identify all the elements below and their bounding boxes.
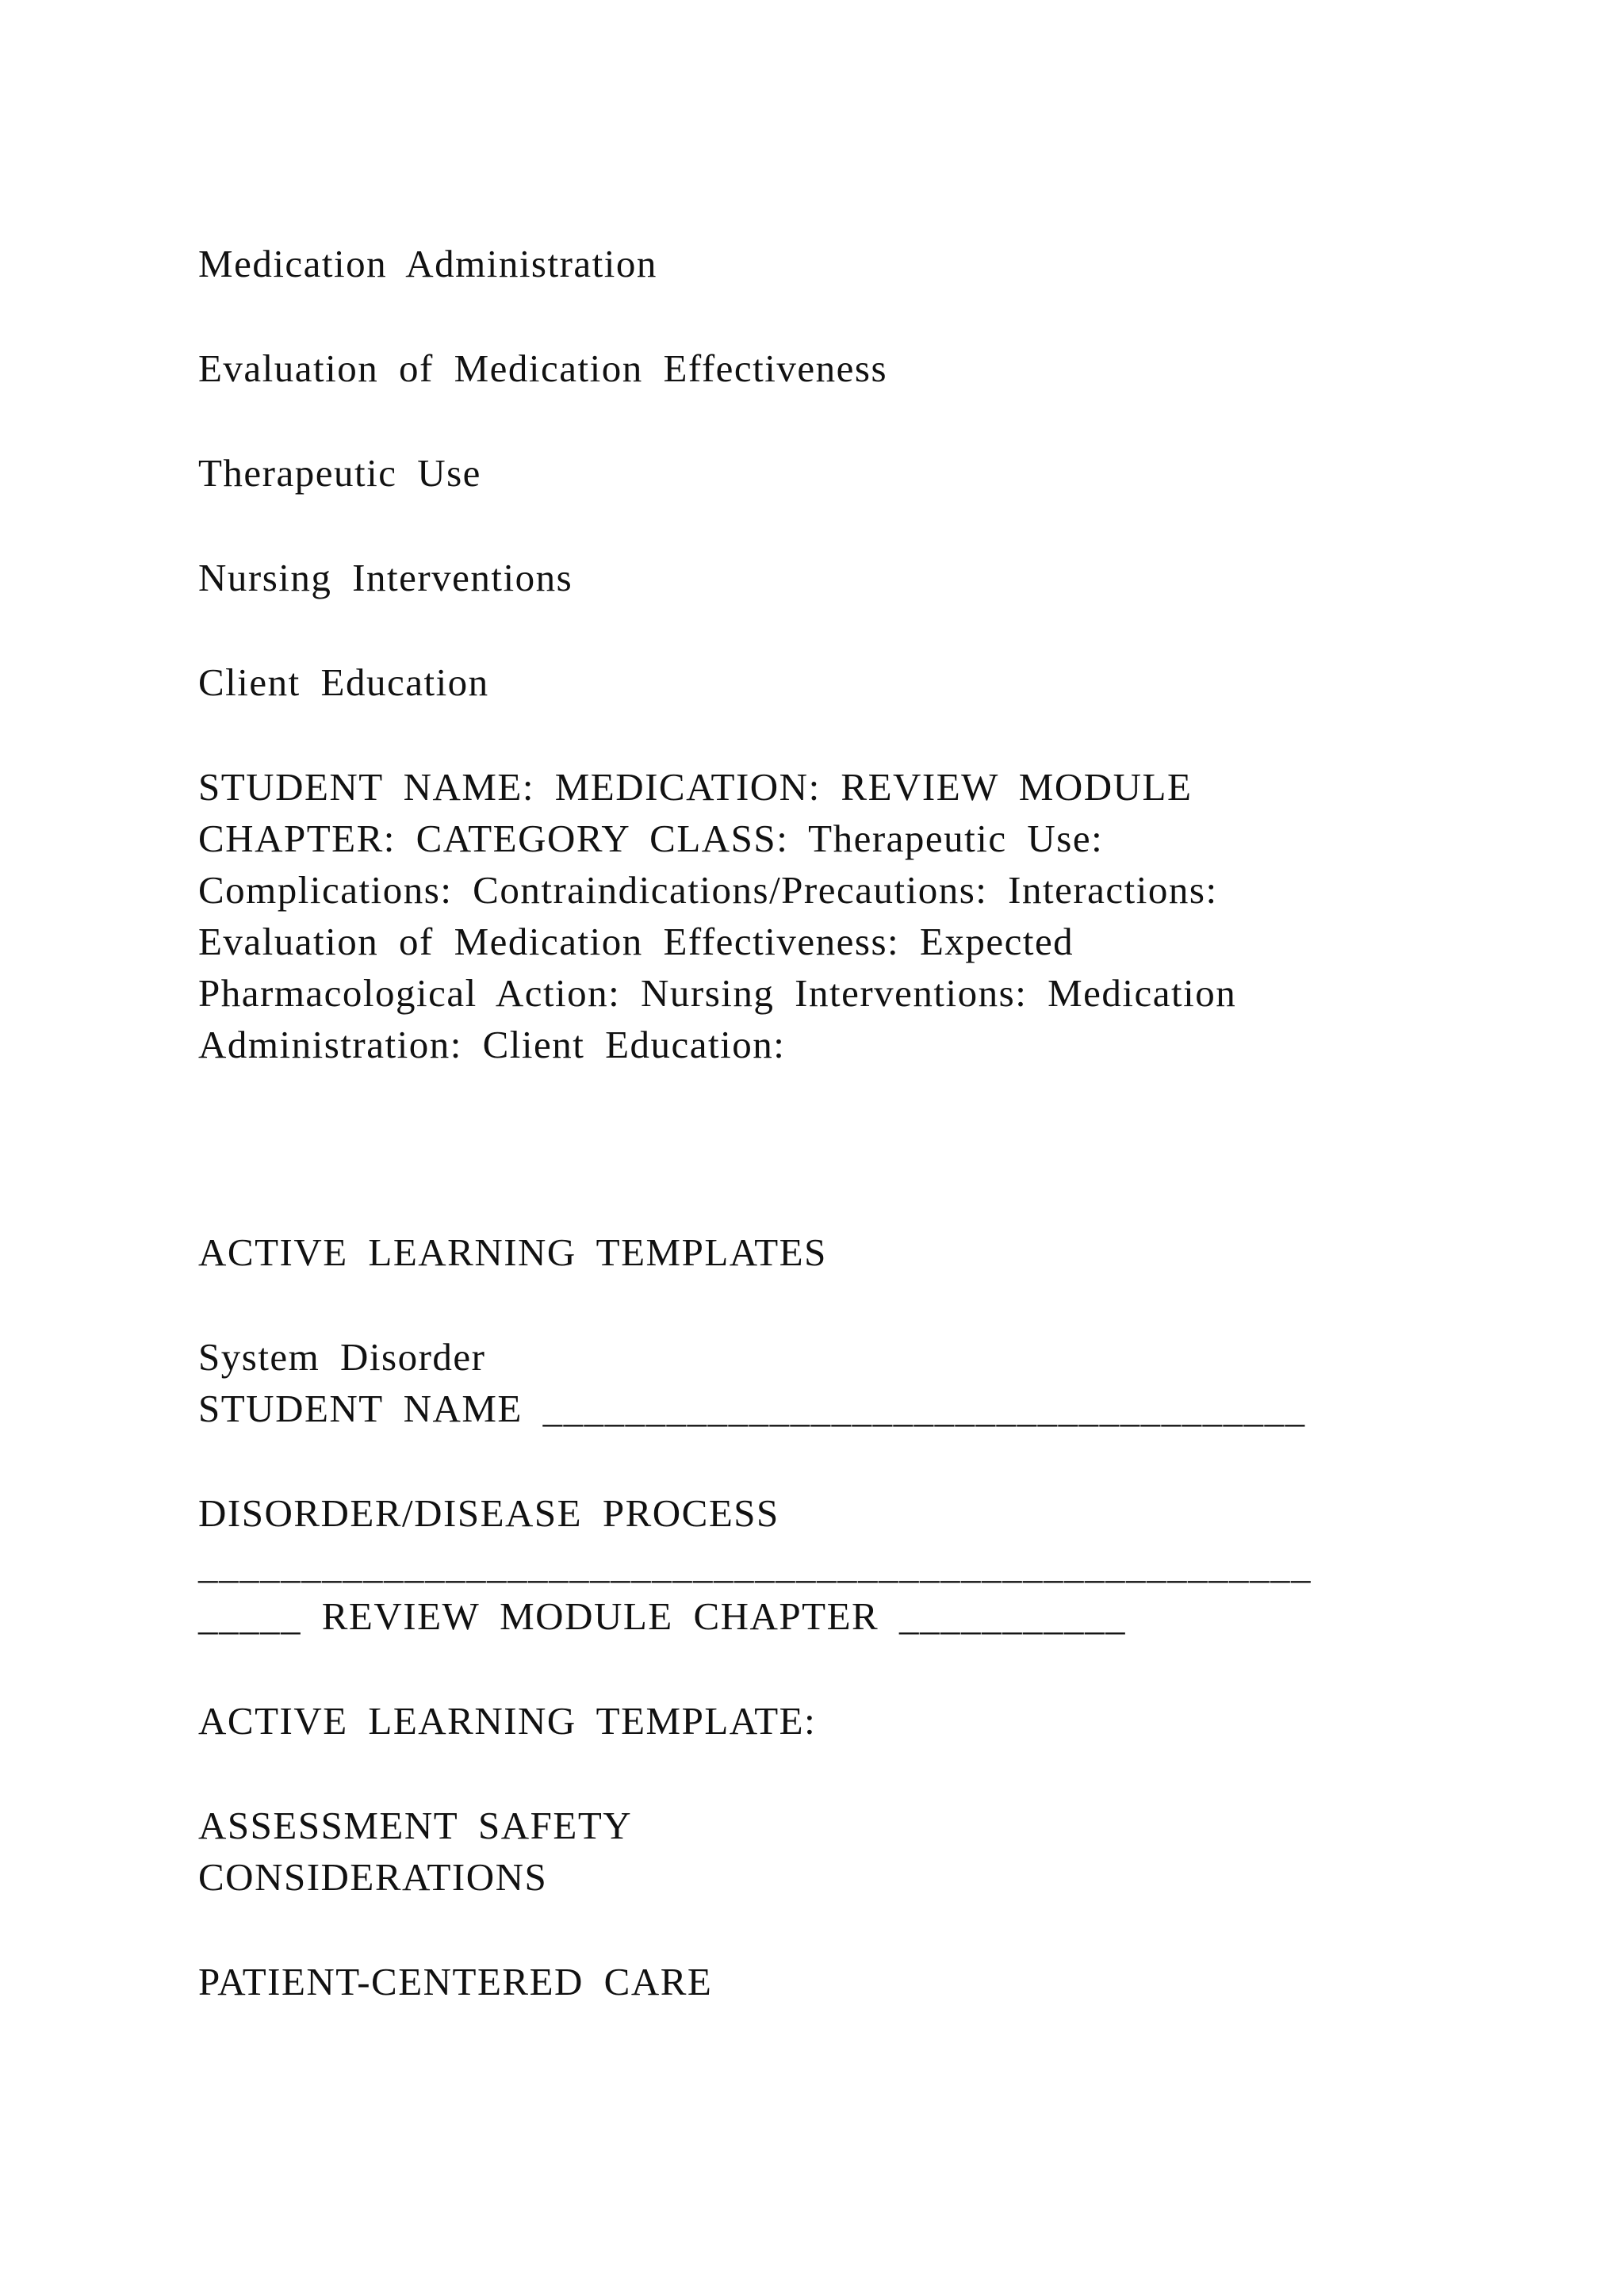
student-block-line: CHAPTER: CATEGORY CLASS: Therapeutic Use: (198, 817, 1104, 860)
disorder-disease-process-label: DISORDER/DISEASE PROCESS (198, 1491, 779, 1535)
considerations-label: CONSIDERATIONS (198, 1855, 548, 1899)
student-block-line: STUDENT NAME: MEDICATION: REVIEW MODULE (198, 765, 1193, 809)
assessment-safety-label: ASSESSMENT SAFETY (198, 1804, 633, 1847)
active-learning-template-label: ACTIVE LEARNING TEMPLATE: (198, 1699, 817, 1743)
heading-medication-administration: Medication Administration (198, 242, 657, 285)
document-page (198, 238, 1467, 2007)
heading-therapeutic-use: Therapeutic Use (198, 451, 481, 495)
heading-active-learning-templates: ACTIVE LEARNING TEMPLATES (198, 1230, 827, 1274)
student-block-line: Administration: Client Education: (198, 1023, 786, 1066)
student-info-paragraph (198, 761, 1467, 1070)
student-block-line: Evaluation of Medication Effectiveness: Expected (198, 920, 1074, 963)
disorder-underline-field: ______________________________________________________ (198, 1543, 1312, 1586)
review-module-chapter-field: _____ REVIEW MODULE CHAPTER ___________ (198, 1594, 1126, 1638)
heading-client-education: Client Education (198, 660, 489, 704)
heading-evaluation-effectiveness: Evaluation of Medication Effectiveness (198, 346, 888, 390)
heading-nursing-interventions: Nursing Interventions (198, 556, 573, 599)
student-block-line: Complications: Contraindications/Precautions: Interactions: (198, 868, 1218, 912)
student-block-line: Pharmacological Action: Nursing Interventions: Medication (198, 971, 1237, 1015)
student-name-field: STUDENT NAME _____________________________________ (198, 1387, 1306, 1430)
patient-centered-care-label: PATIENT-CENTERED CARE (198, 1960, 713, 2003)
system-disorder-label: System Disorder (198, 1335, 486, 1379)
